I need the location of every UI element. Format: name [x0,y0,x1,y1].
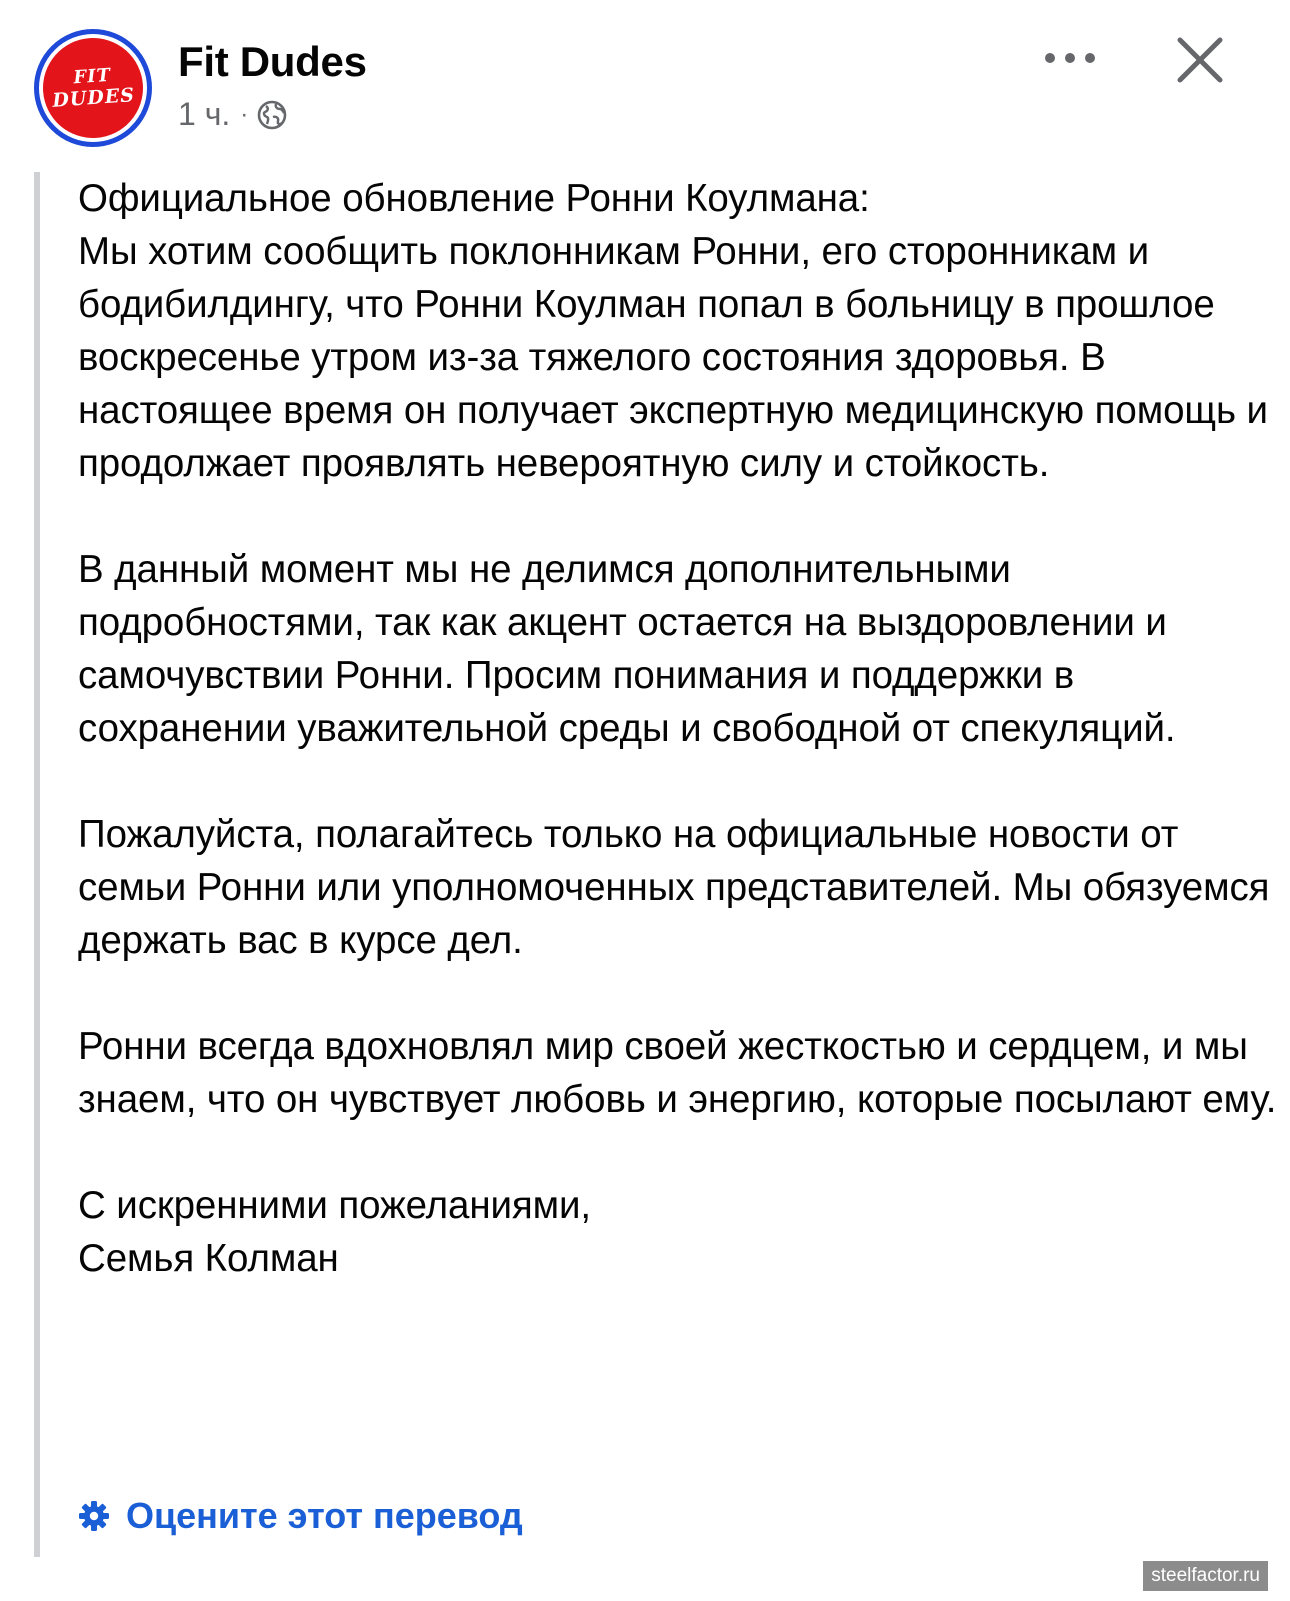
post-paragraph: Пожалуйста, полагайтесь только на официальные новости от семьи Ронни или уполномоченных представителей. Мы обязуемся держать вас в курсе дел. [78,813,1270,962]
post-time[interactable]: 1 ч. [178,96,231,132]
rate-translation-label: Оцените этот перевод [126,1495,523,1536]
post-paragraph: В данный момент мы не делимся дополнительными подробностями, так как акцент остается на выздоровлении и самочувствии Ронни. Просим понимания и поддержки в сохранении уважительной среды и свободной от спекуляций. [78,548,1176,750]
rate-translation-link[interactable] [78,1495,523,1537]
meta-separator: · [240,100,249,128]
page-name[interactable]: Fit Dudes [178,38,367,85]
avatar-logo [40,35,147,142]
post-text [78,172,1278,1285]
gear-icon [78,1500,110,1532]
post-paragraph: Ронни всегда вдохновлял мир своей жесткостью и сердцем, и мы знаем, что он чувствует любовь и энергию, которые посылают ему. [78,1025,1277,1121]
post-paragraph: Официальное обновление Ронни Коулмана: Мы хотим сообщить поклонникам Ронни, его сторонникам и бодибилдингу, что Ронни Коулман попал в больницу в прошлое воскресенье утром из-за тяжелого состояния здоровья. В настоящее время он получает экспертную медицинскую помощь и продолжает проявлять невероятную силу и стойкость. [78,177,1268,485]
close-icon[interactable] [1170,30,1230,90]
avatar-logo-line1: FIT [72,64,112,89]
page-avatar[interactable] [34,29,152,147]
post-header [0,0,1290,160]
more-options-button[interactable] [1040,40,1100,76]
more-icon [1042,51,1098,65]
avatar-logo-line2: DUDES [51,84,136,112]
post-body [34,172,1277,1557]
post-signature: С искренними пожеланиями, Семья Колман [78,1184,592,1280]
globe-icon[interactable] [256,99,288,131]
post-meta [178,96,288,133]
watermark: steelfactor.ru [1143,1561,1268,1591]
